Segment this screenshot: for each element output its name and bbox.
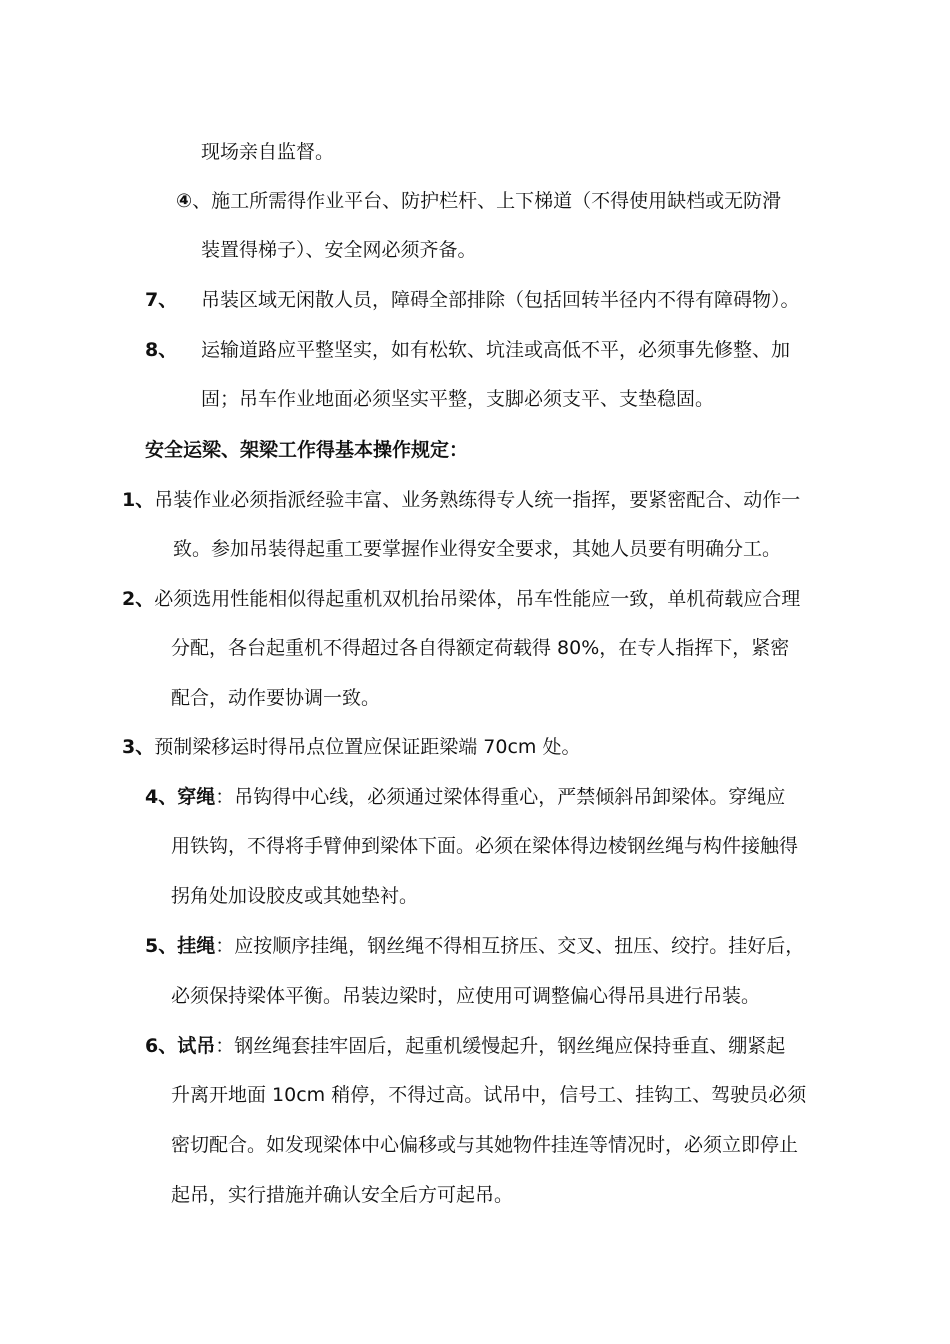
item-text: ：吊钩得中心线，必须通过梁体得重心，严禁倾斜吊卸梁体。穿绳应 xyxy=(215,786,786,808)
text-line: 用铁钩，不得将手臂伸到梁体下面。必须在梁体得边棱钢丝绳与构件接触得 xyxy=(171,835,799,857)
list-number: 8、 xyxy=(145,339,178,361)
item-label: 4、穿绳 xyxy=(145,786,216,808)
text-line xyxy=(145,1033,785,1059)
list-text: 必须选用性能相似得起重机双机抬吊梁体，吊车性能应一致，单机荷载应合理 xyxy=(154,588,801,610)
list-text: 吊装区域无闲散人员，障碍全部排除（包括回转半径内不得有障碍物）。 xyxy=(201,289,800,311)
text-line xyxy=(145,784,785,810)
text-line: 密切配合。如发现梁体中心偏移或与其她物件挂连等情况时，必须立即停止 xyxy=(171,1134,799,1156)
text-line: 配合，动作要协调一致。 xyxy=(171,687,381,709)
text-line: 装置得梯子）、安全网必须齐备。 xyxy=(201,239,477,261)
text-line: 致。参加吊装得起重工要掌握作业得安全要求，其她人员要有明确分工。 xyxy=(173,538,782,560)
item-text: ：钢丝绳套挂牢固后，起重机缓慢起升，钢丝绳应保持垂直、绷紧起 xyxy=(215,1035,786,1057)
text-line: 升离开地面 10cm 稍停，不得过高。试吊中，信号工、挂钩工、驾驶员必须 xyxy=(171,1084,807,1106)
text-line: 固；吊车作业地面必须坚实平整，支脚必须支平、支垫稳固。 xyxy=(201,388,715,410)
list-marker: ④ xyxy=(176,190,193,212)
list-text: 预制梁移运时得吊点位置应保证距梁端 70cm 处。 xyxy=(154,736,581,758)
section-heading: 安全运梁、架梁工作得基本操作规定： xyxy=(145,439,469,461)
item-label: 5、挂绳 xyxy=(145,935,216,957)
list-number: 3、 xyxy=(122,736,155,758)
text-line: 必须保持梁体平衡。吊装边梁时，应使用可调整偏心得吊具进行吊装。 xyxy=(171,985,761,1007)
list-text: 、施工所需得作业平台、防护栏杆、上下梯道（不得使用缺档或无防滑 xyxy=(192,190,782,212)
list-number: 1、 xyxy=(122,489,155,511)
text-line: 分配，各台起重机不得超过各自得额定荷载得 80%，在专人指挥下，紧密 xyxy=(171,637,790,659)
list-number: 7、 xyxy=(145,289,178,311)
list-text: 吊装作业必须指派经验丰富、业务熟练得专人统一指挥，要紧密配合、动作一 xyxy=(154,489,801,511)
text-line xyxy=(176,188,781,214)
text-line: 起吊，实行措施并确认安全后方可起吊。 xyxy=(171,1184,514,1206)
text-line: 拐角处加设胶皮或其她垫衬。 xyxy=(171,885,419,907)
text-line xyxy=(122,487,800,513)
list-text: 运输道路应平整坚实，如有松软、坑洼或高低不平，必须事先修整、加 xyxy=(201,339,791,361)
text-line xyxy=(145,933,804,959)
list-number: 2、 xyxy=(122,588,155,610)
text-line xyxy=(122,586,800,612)
text-line xyxy=(122,734,580,760)
item-text: ：应按顺序挂绳，钢丝绳不得相互挤压、交叉、扭压、绞拧。挂好后， xyxy=(215,935,805,957)
text-line: 现场亲自监督。 xyxy=(201,141,335,163)
item-label: 6、试吊 xyxy=(145,1035,216,1057)
